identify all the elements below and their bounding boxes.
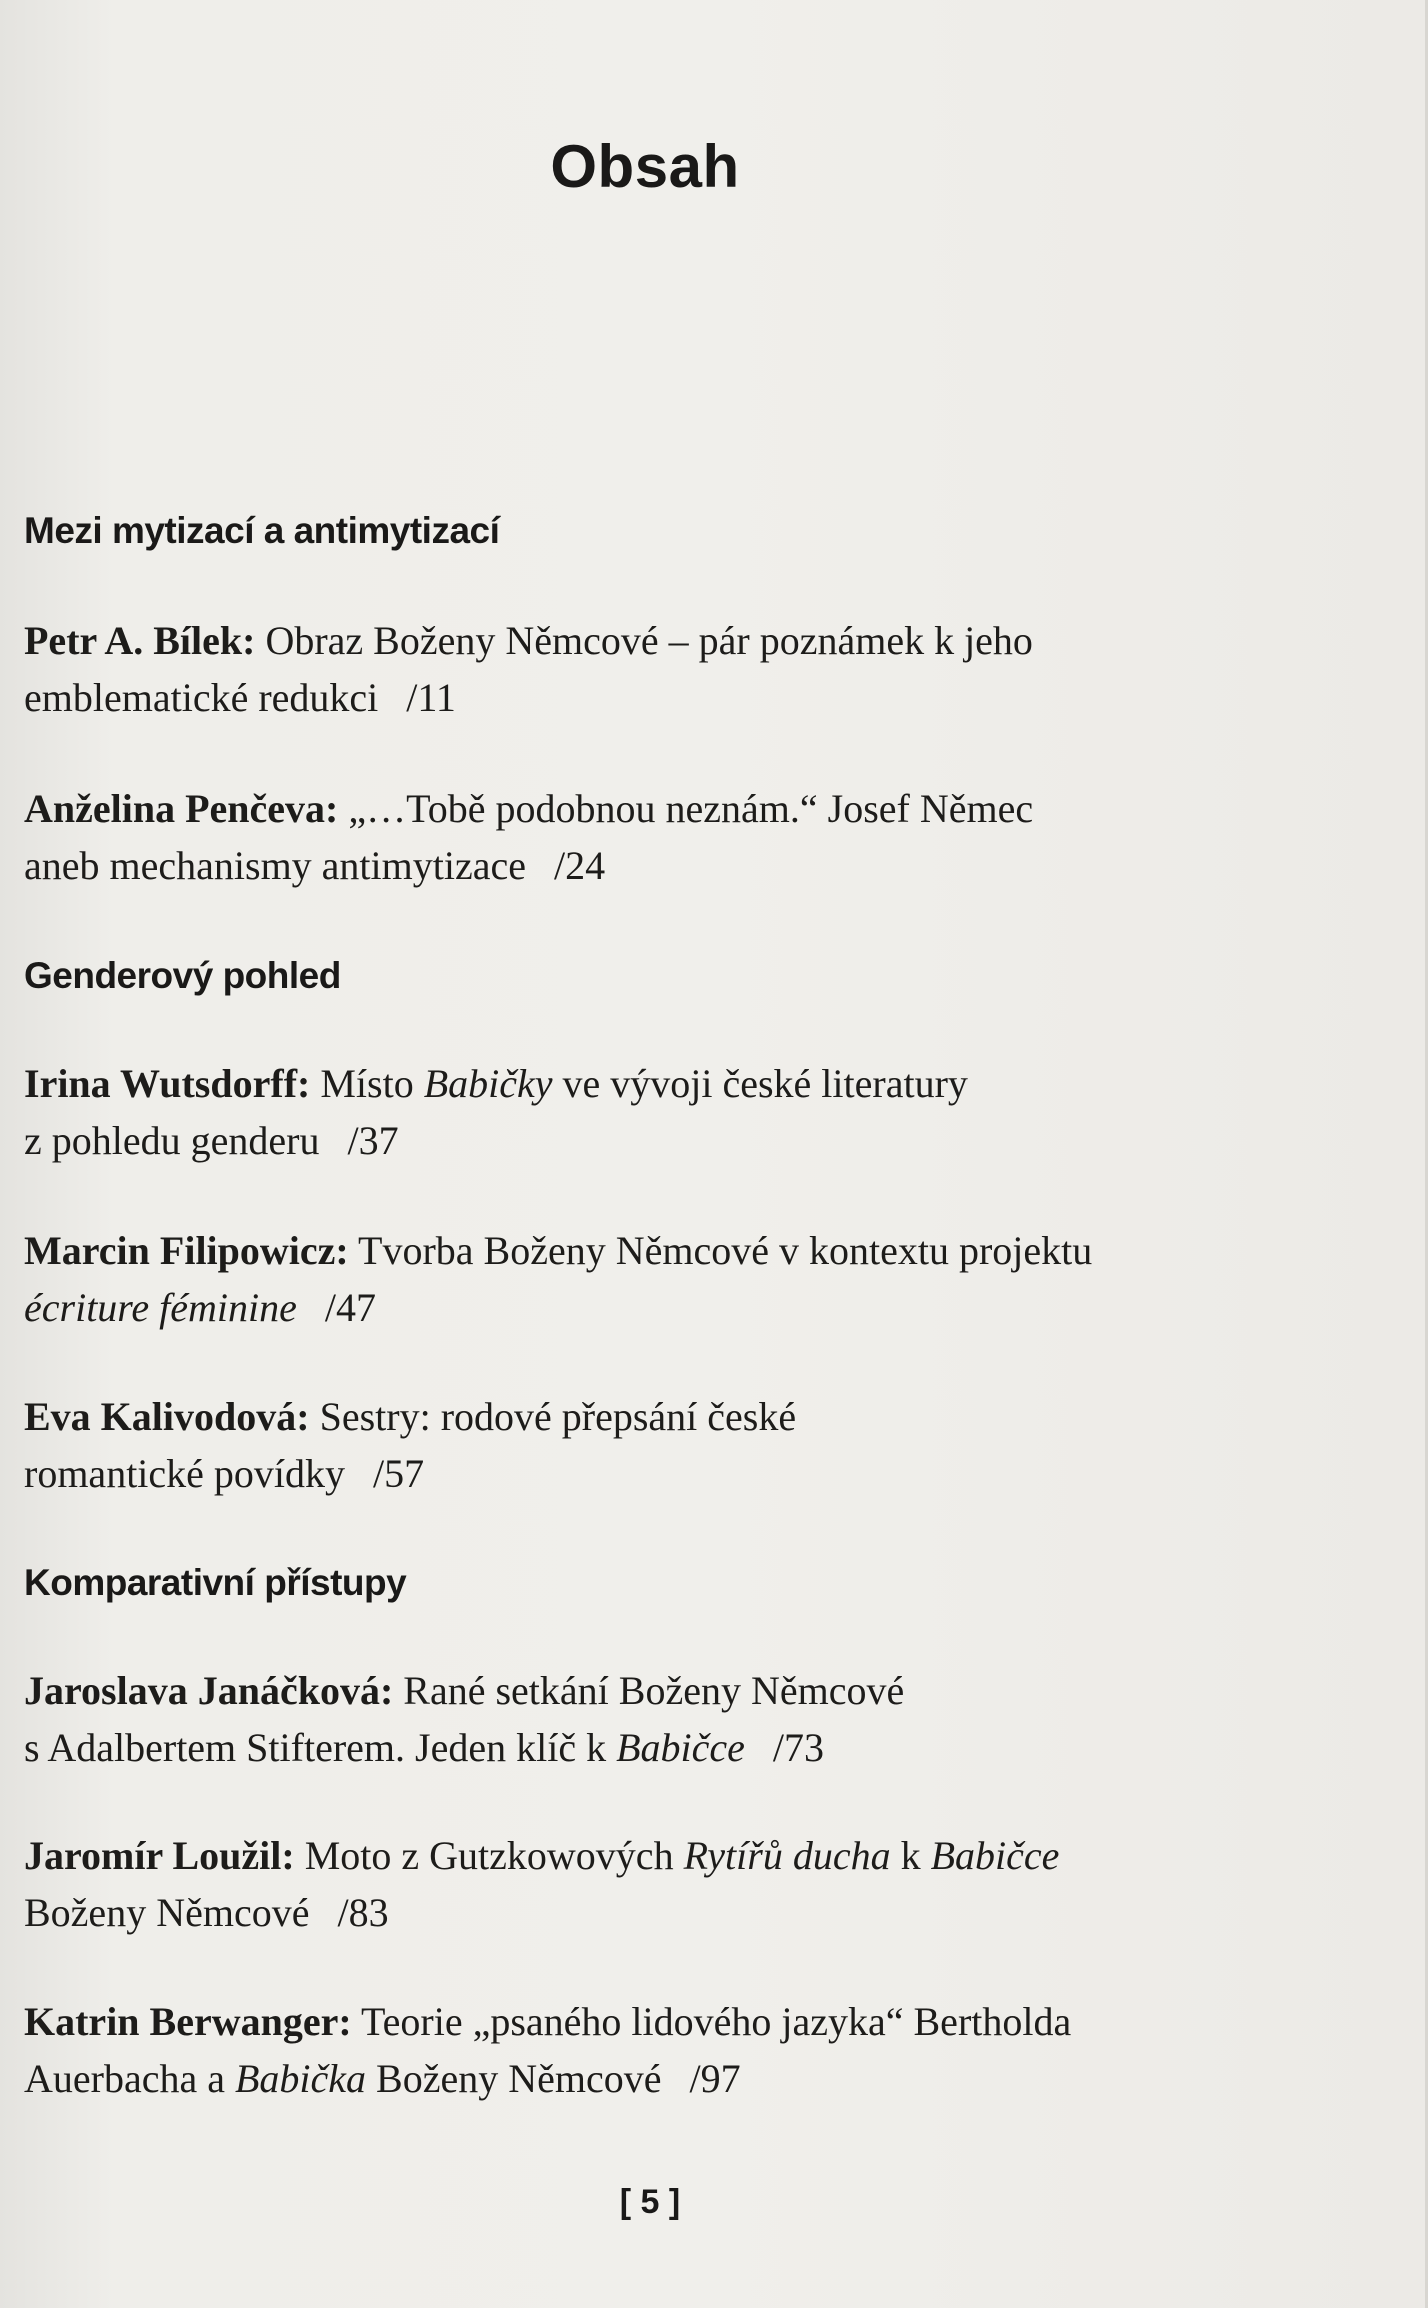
toc-entry	[24, 1222, 1284, 1336]
entry-page: /37	[347, 1118, 399, 1163]
toc-entry	[24, 1827, 1284, 1941]
toc-entry-line	[24, 612, 1284, 669]
toc-entry-line	[24, 1719, 1284, 1776]
entry-title-italic: Rytířů ducha	[683, 1833, 891, 1878]
entry-page: /24	[554, 843, 606, 888]
entry-author: Marcin Filipowicz:	[24, 1228, 349, 1273]
section-heading: Genderový pohled	[24, 955, 341, 996]
section-heading: Mezi mytizací a antimytizací	[24, 510, 500, 551]
entry-title-italic: Babička	[234, 2056, 367, 2101]
entry-page: /47	[324, 1285, 376, 1330]
toc-entry-line	[24, 2050, 1284, 2107]
entry-author: Irina Wutsdorff:	[24, 1061, 311, 1106]
toc-entry-line	[24, 1993, 1284, 2050]
entry-author: Jaroslava Janáčková:	[24, 1668, 394, 1713]
entry-title-italic: Babičky	[423, 1061, 553, 1106]
entry-author: Katrin Berwanger:	[24, 1999, 352, 2044]
entry-page: /73	[772, 1725, 825, 1770]
entry-page: /11	[406, 675, 456, 720]
toc-entry-line	[24, 780, 1284, 837]
entry-title: Rané setkání Boženy Němcové	[403, 1668, 905, 1713]
entry-title-cont: Boženy Němcové	[366, 2056, 662, 2101]
entry-title-cont: romantické povídky	[24, 1451, 346, 1496]
entry-title: k	[890, 1833, 931, 1878]
toc-entry	[24, 1388, 1284, 1502]
toc-entry	[24, 780, 1284, 894]
toc-entry-line	[24, 1827, 1284, 1884]
toc-entry-line	[24, 1884, 1284, 1941]
toc-entry-line	[24, 1388, 1284, 1445]
entry-page: /97	[689, 2056, 741, 2101]
entry-title: ve vývoji české literatury	[552, 1061, 968, 1106]
entry-title: Moto z Gutzkowových	[304, 1833, 684, 1878]
toc-entry-line	[24, 1445, 1284, 1502]
toc-entry-line	[24, 1222, 1284, 1279]
entry-title-cont: s Adalbertem Stifterem. Jeden klíč k	[24, 1725, 617, 1770]
toc-entry-line	[24, 669, 1284, 726]
toc-entry	[24, 1055, 1284, 1169]
toc-entry-line	[24, 837, 1284, 894]
entry-author: Eva Kalivodová:	[24, 1394, 310, 1439]
entry-title-cont: aneb mechanismy antimytizace	[24, 843, 527, 888]
toc-entry-line	[24, 1662, 1284, 1719]
entry-title-cont: Auerbacha a	[24, 2056, 235, 2101]
toc-entry-line	[24, 1055, 1284, 1112]
toc-entry	[24, 1662, 1284, 1776]
entry-title: „…Tobě podobnou neznám.“ Josef Němec	[348, 786, 1034, 831]
page-number: [ 5 ]	[619, 2183, 681, 2221]
entry-title-italic: Babičce	[616, 1725, 745, 1770]
toc-entry	[24, 612, 1284, 726]
toc-entry	[24, 1993, 1284, 2107]
entry-title-cont: emblematické redukci	[24, 675, 379, 720]
toc-entry-line	[24, 1279, 1284, 1336]
toc-entry-line	[24, 1112, 1284, 1169]
entry-author: Jaromír Loužil:	[24, 1833, 295, 1878]
page-title: Obsah	[550, 133, 740, 200]
entry-title: Teorie „psaného lidového jazyka“ Bertholda	[360, 1999, 1072, 2044]
section-heading: Komparativní přístupy	[24, 1562, 407, 1603]
entry-title-italic: Babičce	[930, 1833, 1060, 1878]
entry-title: Obraz Boženy Němcové – pár poznámek k jeho	[265, 618, 1033, 663]
entry-title: Tvorba Boženy Němcové v kontextu projektu	[358, 1228, 1093, 1273]
entry-page: /57	[373, 1451, 425, 1496]
entry-author: Anželina Penčeva:	[24, 786, 339, 831]
entry-title-cont: Boženy Němcové	[24, 1890, 310, 1935]
entry-title: Sestry: rodové přepsání české	[319, 1394, 797, 1439]
entry-title-italic: écriture féminine	[24, 1285, 297, 1330]
entry-title-cont: z pohledu genderu	[24, 1118, 320, 1163]
entry-title: Místo	[320, 1061, 424, 1106]
entry-page: /83	[337, 1890, 389, 1935]
entry-author: Petr A. Bílek:	[24, 618, 256, 663]
